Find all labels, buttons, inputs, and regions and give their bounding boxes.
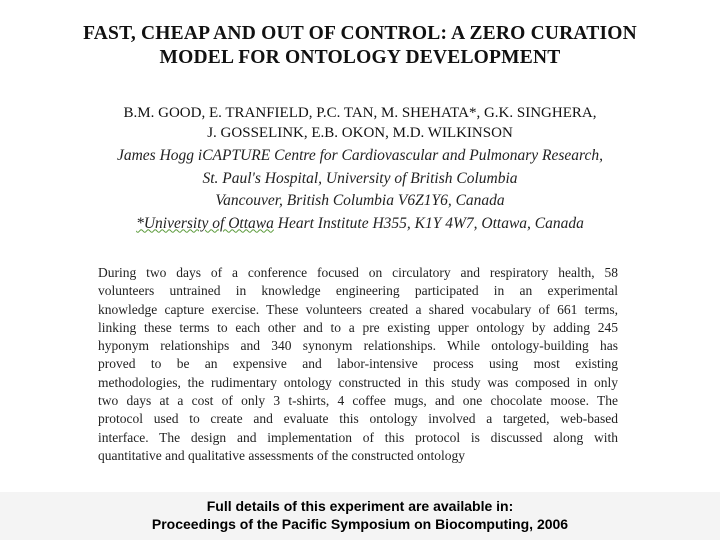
abstract-line: knowledge capture exercise. These volunteers created a shared vocabulary of 661 terms, — [98, 301, 618, 317]
abstract-line: protocol used to create and evaluate this ontology involved a targeted, web-based — [98, 411, 618, 427]
abstract-line: methodologies, the rudimentary ontology constructed in this study was composed in only — [98, 374, 618, 390]
title-line: MODEL FOR ONTOLOGY DEVELOPMENT — [159, 47, 561, 68]
banner-line: Full details of this experiment are available in: — [206, 498, 514, 514]
authors-line: J. GOSSELINK, E.B. OKON, M.D. WILKINSON — [207, 125, 513, 141]
abstract-line: interface. The design and implementation of this protocol is discussed along with — [98, 429, 618, 445]
abstract-line: quantitative and qualitative assessments of the constructed ontology — [98, 447, 466, 463]
title-line: FAST, CHEAP AND OUT OF CONTROL: A ZERO CURATION — [83, 23, 637, 44]
paper-authors — [60, 103, 660, 143]
citation-banner — [0, 492, 720, 540]
abstract-line: two days at a cost of only 3 t-shirts, 4 coffee mugs, and one chocolate moose. The — [98, 393, 618, 409]
affiliation-text: Heart Institute H355, K1Y 4W7, Ottawa, Canada — [273, 214, 584, 232]
abstract — [98, 264, 618, 465]
affiliation-line: Vancouver, British Columbia V6Z1Y6, Canada — [215, 192, 505, 209]
abstract-line: linking these terms to each other and to a pre existing upper ontology by adding 245 — [98, 319, 618, 335]
abstract-line: proved to be an expensive and labor-intensive process using most existing — [98, 356, 618, 372]
abstract-line: hyponym relationships and 340 synonym relationships. While ontology-building has — [98, 338, 618, 354]
authors-line: B.M. GOOD, E. TRANFIELD, P.C. TAN, M. SHEHATA*, G.K. SINGHERA, — [123, 105, 597, 121]
spellcheck-underlined-text: *University of Ottawa — [136, 214, 274, 232]
banner-line: Proceedings of the Pacific Symposium on Biocomputing, 2006 — [151, 516, 569, 532]
abstract-line: During two days of a conference focused on circulatory and respiratory health, 58 — [98, 265, 618, 280]
paper-title — [60, 22, 660, 70]
affiliations — [90, 145, 630, 235]
affiliation-line-ottawa — [90, 213, 630, 236]
abstract-line: volunteers untrained in knowledge engineering participated in an experimental — [98, 283, 618, 299]
affiliation-line: St. Paul's Hospital, University of British Columbia — [202, 169, 518, 187]
affiliation-line: James Hogg iCAPTURE Centre for Cardiovascular and Pulmonary Research, — [116, 147, 604, 164]
